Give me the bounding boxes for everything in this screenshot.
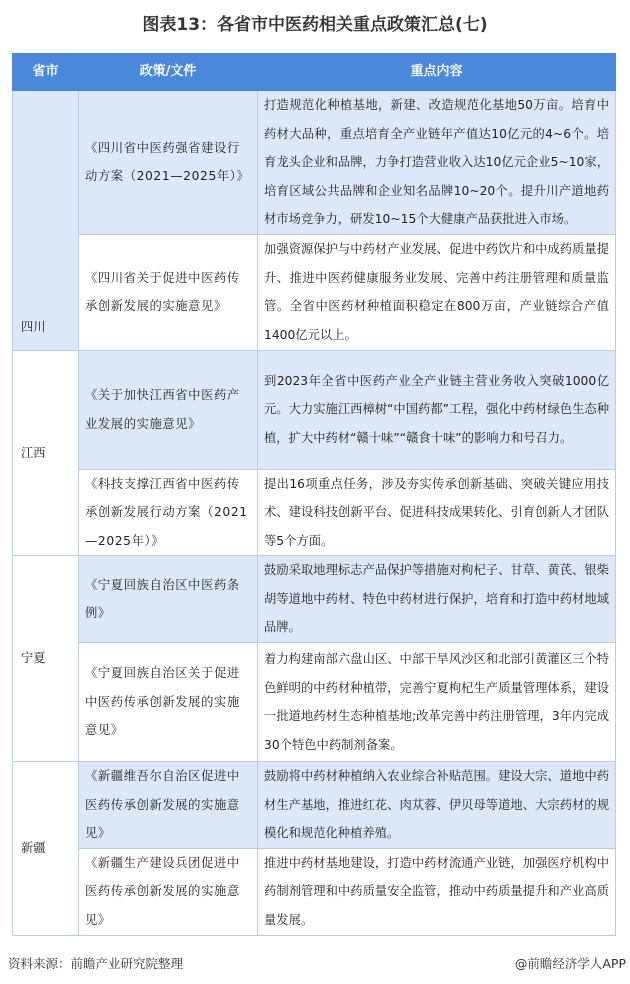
table-header bbox=[13, 54, 616, 91]
policy-table bbox=[12, 53, 616, 936]
province-cell: 四川 bbox=[13, 91, 79, 351]
header-content: 重点内容 bbox=[258, 54, 616, 91]
province-cell: 新疆 bbox=[13, 762, 79, 936]
page-title: 图表13：各省市中医药相关重点政策汇总(七) bbox=[142, 15, 488, 35]
policy-cell: 《新疆生产建设兵团促进中医药传承创新发展的实施意见》 bbox=[79, 848, 258, 935]
policy-cell: 《四川省中医药强省建设行动方案（2021—2025年）》 bbox=[79, 91, 258, 235]
table-row bbox=[13, 848, 616, 935]
source-note: 资料来源：前瞻产业研究院整理 bbox=[8, 956, 184, 971]
content-cell: 鼓励采取地理标志产品保护等措施对枸杞子、甘草、黄芪、银柴胡等道地中药材、特色中药材进行保护，培育和打造中药材地域品牌。 bbox=[258, 556, 616, 643]
content-cell: 到2023年全省中医药产业全产业链主营业务收入突破1000亿元。大力实施江西樟树“中国药都”工程，强化中药材绿色生态种植，扩大中药材“赣十味”“赣食十味”的影响力和号召力。 bbox=[258, 350, 616, 469]
policy-cell: 《宁夏回族自治区关于促进中医药传承创新发展的实施意见》 bbox=[79, 643, 258, 762]
policy-cell: 《四川省关于促进中医药传承创新发展的实施意见》 bbox=[79, 234, 258, 350]
content-cell: 着力构建南部六盘山区、中部干旱风沙区和北部引黄灌区三个特色鲜明的中药材种植带，完善宁夏枸杞生产质量管理体系，建设一批道地药材生态种植基地;改革完善中药注册管理，3年内完成30个特色中药制剂备案。 bbox=[258, 643, 616, 762]
table-row bbox=[13, 350, 616, 469]
brand-credit: @前瞻经济学人APP bbox=[514, 956, 626, 971]
province-cell: 宁夏 bbox=[13, 556, 79, 762]
header-policy: 政策/文件 bbox=[79, 54, 258, 91]
table-row bbox=[13, 643, 616, 762]
table-row bbox=[13, 469, 616, 556]
content-cell: 提出16项重点任务，涉及夯实传承创新基础、突破关键应用技术、建设科技创新平台、促进科技成果转化、引育创新人才团队等5个方面。 bbox=[258, 469, 616, 556]
table-row bbox=[13, 556, 616, 643]
content-cell: 推进中药材基地建设，打造中药材流通产业链，加强医疗机构中药制剂管理和中药质量安全监管，推动中药质量提升和产业高质量发展。 bbox=[258, 848, 616, 935]
content-cell: 鼓励将中药材种植纳入农业综合补贴范围。建设大宗、道地中药材生产基地，推进红花、肉苁蓉、伊贝母等道地、大宗药材的规模化和规范化种植养殖。 bbox=[258, 762, 616, 849]
header-province: 省市 bbox=[13, 54, 79, 91]
table-row bbox=[13, 762, 616, 849]
content-cell: 打造规范化种植基地，新建、改造规范化基地50万亩。培育中药材大品种，重点培育全产业链年产值达10亿元的4~6个。培育龙头企业和品牌，力争打造营业收入达10亿元企业5~10家，培育区域公共品牌和企业知名品牌10~20个。提升川产道地药材市场竞争力，研发10~15个大健康产品获批进入市场。 bbox=[258, 91, 616, 235]
table-row bbox=[13, 91, 616, 235]
policy-cell: 《关于加快江西省中医药产业发展的实施意见》 bbox=[79, 350, 258, 469]
policy-cell: 《科技支撑江西省中医药传承创新发展行动方案（2021—2025年）》 bbox=[79, 469, 258, 556]
province-cell: 江西 bbox=[13, 350, 79, 556]
content-cell: 加强资源保护与中药材产业发展、促进中药饮片和中成药质量提升、推进中医药健康服务业发展、完善中药注册管理和质量监管。全省中医药材种植面积稳定在800万亩，产业链综合产值1400亿元以上。 bbox=[258, 234, 616, 350]
policy-cell: 《宁夏回族自治区中医药条例》 bbox=[79, 556, 258, 643]
table-row bbox=[13, 234, 616, 350]
policy-cell: 《新疆维吾尔自治区促进中医药传承创新发展的实施意见》 bbox=[79, 762, 258, 849]
